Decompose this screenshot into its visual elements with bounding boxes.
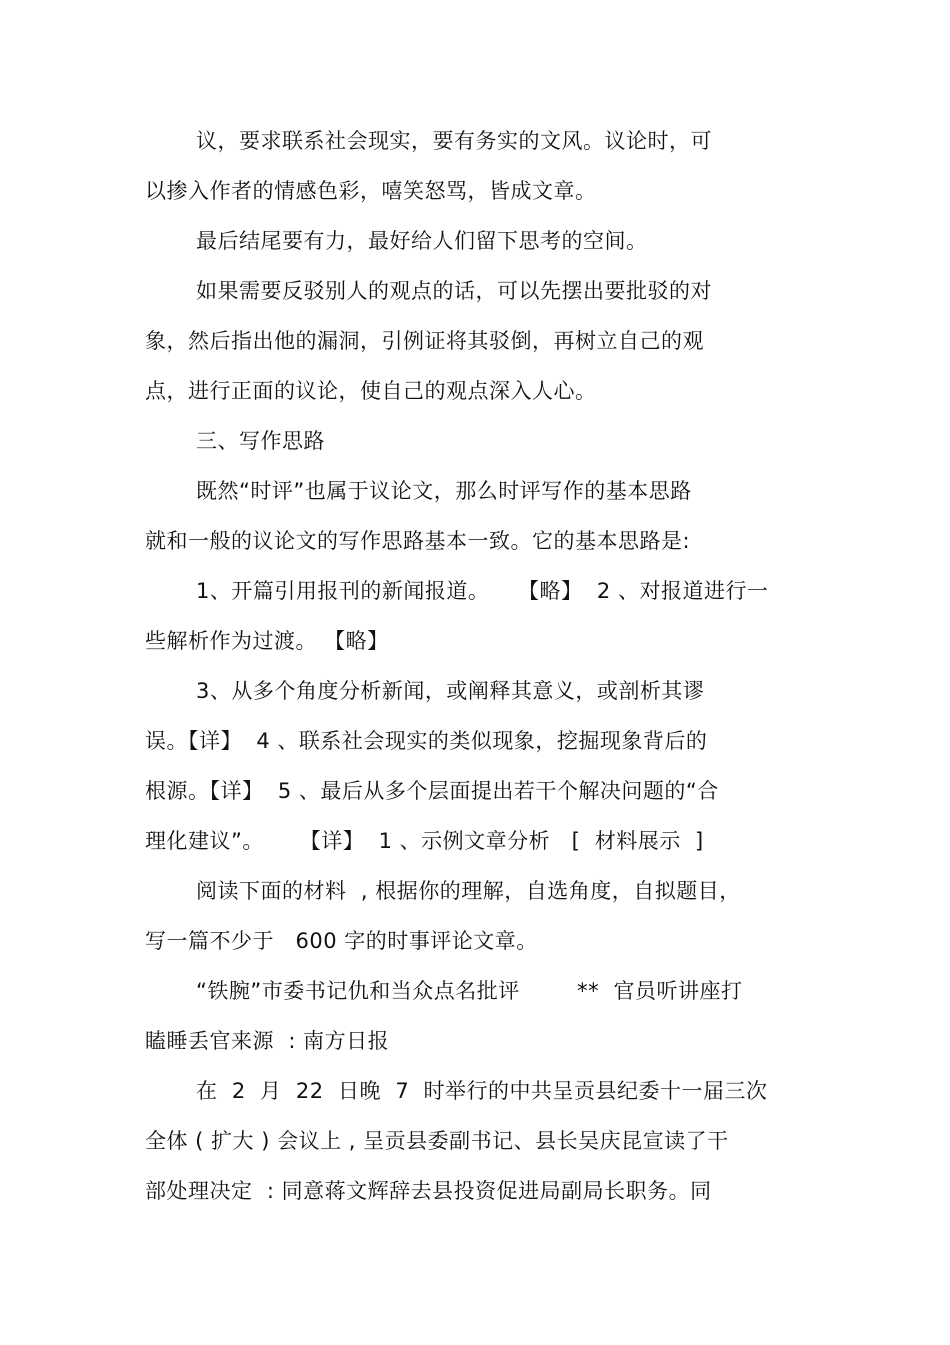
article-title-line: “铁腕”市委书记仇和当众点名批评 ** 官员听讲座打 (196, 979, 743, 1003)
text-line: 点，进行正面的议论，使自己的观点深入人心。 (145, 379, 597, 403)
text-line: 全体 ( 扩大 ) 会议上 , 呈贡县委副书记、县长吴庆昆宣读了干 (145, 1129, 729, 1153)
text-line: 误。【详】 4 、联系社会现实的类似现象，挖掘现象背后的 (145, 729, 708, 753)
section-heading: 三、写作思路 (196, 429, 325, 453)
text-line: 阅读下面的材料 , 根据你的理解，自选角度，自拟题目， (196, 879, 741, 903)
text-line: 理化建议”。 【详】 1 、示例文章分析 [ 材料展示 ] (145, 829, 704, 853)
text-line: 在 2 月 22 日晚 7 时举行的中共呈贡县纪委十一届三次 (196, 1079, 768, 1103)
text-line: 象，然后指出他的漏洞，引例证将其驳倒，再树立自己的观 (145, 329, 704, 353)
text-line: 议，要求联系社会现实，要有务实的文风。议论时，可 (196, 129, 712, 153)
text-line: 最后结尾要有力，最好给人们留下思考的空间。 (196, 229, 648, 253)
text-line: 如果需要反驳别人的观点的话，可以先摆出要批驳的对 (196, 279, 712, 303)
text-line: 3、从多个角度分析新闻，或阐释其意义，或剖析其谬 (196, 679, 705, 703)
text-line: 部处理决定 : 同意蒋文辉辞去县投资促进局副局长职务。同 (145, 1179, 712, 1203)
text-line: 1、开篇引用报刊的新闻报道。 【略】 2 、对报道进行一 (196, 579, 769, 603)
text-line: 根源。【详】 5 、最后从多个层面提出若干个解决问题的“合 (145, 779, 719, 803)
text-line: 写一篇不少于 600 字的时事评论文章。 (145, 929, 538, 953)
text-line: 就和一般的议论文的写作思路基本一致。它的基本思路是: (145, 529, 691, 553)
article-title-line: 瞌睡丢官来源 : 南方日报 (145, 1029, 390, 1053)
text-line: 既然“时评”也属于议论文，那么时评写作的基本思路 (196, 479, 692, 503)
text-line: 些解析作为过渡。 【略】 (145, 629, 389, 653)
text-line: 以掺入作者的情感色彩，嘻笑怒骂，皆成文章。 (145, 179, 597, 203)
